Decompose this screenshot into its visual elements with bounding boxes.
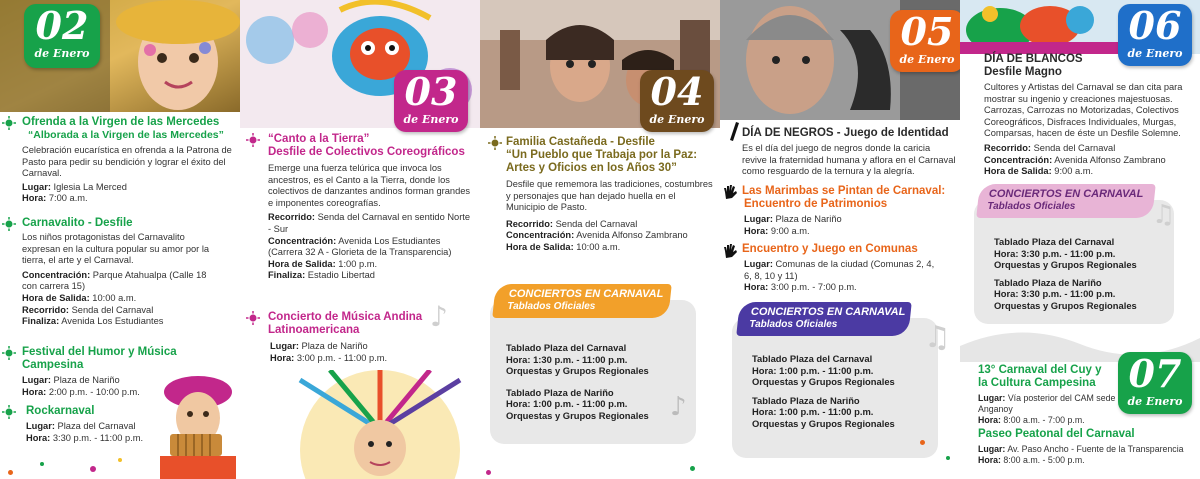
tablado-performers: Orquestas y Grupos Regionales — [752, 417, 895, 429]
banner-subtitle: Tablados Oficiales — [987, 201, 1076, 212]
hora-label: Hora: — [22, 193, 47, 204]
event-title-blancos: DÍA DE BLANCOS — [984, 53, 1083, 65]
tablado-hora: Hora: 1:30 p.m. - 11:00 p.m. — [506, 353, 628, 365]
tablado-performers: Orquestas y Grupos Regionales — [994, 299, 1137, 311]
event-subtitle-cuy: la Cultura Campesina — [978, 377, 1096, 389]
panel-january-06-07 — [960, 0, 1200, 479]
hora-value: 10:00 a.m. — [573, 241, 621, 252]
event-subtitle-canto: Desfile de Colectivos Coreográficos — [268, 146, 465, 158]
date-number: 06 — [1128, 3, 1182, 48]
date-month: de Enero — [34, 47, 90, 60]
lugar-label: Lugar: — [26, 421, 55, 431]
event-desc-castaneda: Desfile que rememora las tradiciones, costumbres y personajes que han dejado huella en el Municipio de Pasto. — [506, 179, 713, 213]
lugar-value: Plaza del Carnaval — [54, 421, 136, 431]
banner-title: CONCIERTOS EN CARNAVAL — [750, 306, 906, 318]
hora-value: 1:00 p.m. — [335, 258, 378, 269]
pan-flute-child-photo — [150, 368, 240, 479]
lugar-value: Av. Paso Ancho - Fuente de la Transparencia — [1005, 444, 1184, 454]
sun-icon — [2, 217, 16, 231]
event-desc-carnavalito: Los niños protagonistas del Carnavalito expresan en la cultura popular su amor por la tierra, el arte y el Carnaval. — [22, 232, 210, 266]
music-note-icon: ♪ — [430, 300, 448, 333]
hora-value: 8:00 a.m. - 5:00 p.m. — [1000, 454, 1085, 465]
event-subtitle-andina: Latinoamericana — [268, 324, 360, 336]
tablado-hora: Hora: 3:30 p.m. - 11:00 p.m. — [994, 247, 1116, 259]
finaliza-value: Avenida Los Estudiantes — [59, 316, 164, 327]
event-title-cuy: 13° Carnaval del Cuy y — [978, 364, 1102, 376]
lugar-label: Lugar: — [978, 393, 1006, 403]
event-title-canto: “Canto a la Tierra” — [268, 133, 370, 145]
lugar-label: Lugar: — [978, 444, 1006, 454]
date-month: de Enero — [899, 53, 955, 66]
hora-label: Hora: — [26, 432, 51, 443]
event-subtitle-blancos: Desfile Magno — [984, 66, 1062, 78]
hora-value: 3:00 p.m. - 11:00 p.m. — [294, 352, 388, 363]
concentracion-label: Concentración: — [984, 154, 1053, 165]
event-title-rockarnaval: Rockarnaval — [26, 405, 95, 417]
lugar-label: Lugar: — [22, 375, 51, 385]
date-number: 03 — [404, 69, 458, 114]
date-month: de Enero — [1127, 47, 1183, 60]
lugar-value: Plaza de Nariño — [772, 214, 842, 224]
lugar-value: Comunas de la ciudad (Comunas 2, 4, 6, 8, 10 y 11) — [744, 259, 935, 281]
hora-value: 9:00 a.m. — [1051, 166, 1094, 177]
lugar-value: Plaza de Nariño — [50, 375, 120, 385]
hora-label: Hora: — [22, 386, 47, 397]
hora-value: 7:00 a.m. — [46, 193, 88, 204]
concentracion-value: Avenida Alfonso Zambrano — [574, 230, 688, 241]
event-title-paseo: Paseo Peatonal del Carnaval — [978, 428, 1135, 440]
sun-icon — [2, 405, 16, 419]
date-badge-07 — [1118, 352, 1192, 414]
lugar-value: Plaza de Nariño — [298, 341, 368, 351]
concentracion-label: Concentración: — [506, 230, 575, 241]
tablado-name: Tablado Plaza de Nariño — [994, 276, 1102, 288]
recorrido-label: Recorrido: — [506, 218, 554, 229]
event-title-marimbas: Las Marimbas se Pintan de Carnaval: — [742, 185, 946, 197]
finaliza-label: Finaliza: — [268, 270, 306, 281]
recorrido-value: Senda del Carnaval — [69, 304, 154, 315]
tablado-name: Tablado Plaza de Nariño — [752, 394, 860, 406]
tablado-name: Tablado Plaza del Carnaval — [752, 353, 873, 364]
finaliza-value: Estadio Libertad — [305, 270, 375, 281]
recorrido-label: Recorrido: — [22, 304, 70, 315]
salida-label: Hora de Salida: — [22, 292, 90, 303]
event-desc-negros: Es el día del juego de negros donde la caricia revive la fraternidad humana y aflora en el Carnaval como resguardo de la ternura y la alegría. — [742, 143, 956, 177]
event-title-humor: Festival del Humor y Música Campesina — [22, 346, 177, 371]
tablado-hora: Hora: 3:30 p.m. - 11:00 p.m. — [994, 288, 1116, 300]
hora-value: 9:00 a.m. — [768, 225, 810, 236]
event-title-comunas: Encuentro y Juego en Comunas — [742, 243, 918, 255]
lugar-value: Vía posterior del CAM sede Anganoy — [978, 393, 1116, 414]
hora-label: Hora: — [744, 225, 769, 236]
tablado-performers: Orquestas y Grupos Regionales — [506, 365, 649, 377]
tablado-name: Tablado Plaza de Nariño — [506, 386, 614, 398]
hora-value: 3:00 p.m. - 7:00 p.m. — [768, 282, 857, 293]
date-month: de Enero — [1127, 395, 1183, 408]
recorrido-label: Recorrido: — [268, 212, 316, 223]
hora-label: Hora de Salida: — [984, 166, 1052, 177]
hora-label: Hora: — [270, 352, 295, 363]
date-number: 07 — [1128, 351, 1182, 396]
lugar-value: Iglesia La Merced — [50, 181, 127, 192]
tablado-performers: Orquestas y Grupos Regionales — [994, 259, 1137, 271]
music-note-icon: ♪ — [670, 392, 687, 422]
panel-january-02 — [0, 0, 240, 479]
banner-subtitle: Tablados Oficiales — [507, 301, 596, 312]
date-badge-03 — [394, 70, 468, 132]
hand-print-icon — [722, 184, 738, 200]
hora-label: Hora: — [978, 414, 1001, 425]
tablado-hora: Hora: 1:00 p.m. - 11:00 p.m. — [752, 406, 874, 418]
recorrido-label: Recorrido: — [984, 142, 1032, 153]
hora-value: 3:30 p.m. - 11:00 p.m. — [50, 432, 144, 443]
conciertos-banner — [736, 302, 912, 336]
lugar-label: Lugar: — [22, 181, 51, 192]
conciertos-banner — [976, 184, 1156, 218]
concentracion-label: Concentración: — [22, 269, 91, 280]
lugar-label: Lugar: — [744, 214, 773, 224]
hand-print-icon — [722, 243, 738, 259]
paint-stroke-icon — [728, 120, 740, 142]
date-month: de Enero — [649, 113, 705, 126]
hora-value: 8:00 a.m. - 7:00 p.m. — [1000, 414, 1085, 425]
lugar-label: Lugar: — [744, 259, 773, 269]
music-note-icon: ♫ — [924, 320, 951, 355]
hora-label: Hora de Salida: — [506, 241, 574, 252]
concentracion-value: Parque Atahualpa (Calle 18 con carrera 15) — [22, 269, 207, 292]
tablado-hora: Hora: 1:00 p.m. - 11:00 p.m. — [752, 364, 874, 376]
event-title-andina: Concierto de Música Andina — [268, 311, 423, 323]
banner-subtitle: Tablados Oficiales — [749, 319, 838, 330]
event-title-castaneda: Familia Castañeda - Desfile — [506, 136, 655, 148]
date-number: 02 — [35, 3, 89, 48]
concentracion-value: Avenida Alfonso Zambrano — [1052, 154, 1166, 165]
date-number: 05 — [900, 9, 954, 54]
hora-value: 2:00 p.m. - 10:00 p.m. — [46, 386, 140, 397]
tablado-name: Tablado Plaza del Carnaval — [994, 236, 1115, 247]
tablado-performers: Orquestas y Grupos Regionales — [752, 376, 895, 388]
date-number: 04 — [650, 69, 704, 114]
event-title-ofrenda: Ofrenda a la Virgen de las Mercedes — [22, 116, 220, 128]
banner-title: CONCIERTOS EN CARNAVAL — [988, 188, 1144, 200]
headdress-dancer-photo — [280, 370, 480, 479]
recorrido-value: Senda del Carnaval en sentido Norte - Sur — [268, 212, 471, 234]
concentracion-value: Avenida Los Estudiantes (Carrera 32 A - Glorieta de la Transparencia) — [268, 235, 452, 258]
tablado-name: Tablado Plaza del Carnaval — [506, 342, 627, 353]
finaliza-label: Finaliza: — [22, 316, 60, 327]
tablado-hora: Hora: 1:00 p.m. - 11:00 p.m. — [506, 398, 628, 410]
event-desc-canto: Emerge una fuerza telúrica que invoca los ancestros, es el Canto a la Tierra, donde los colectivos de danzantes andinos forman grandes e imponentes coreografías. — [268, 163, 471, 208]
event-subtitle-ofrenda: “Alborada a la Virgen de las Mercedes” — [28, 129, 224, 141]
date-badge-04 — [640, 70, 714, 132]
event-subtitle-marimbas: Encuentro de Patrimonios — [744, 198, 888, 210]
event-title-carnavalito: Carnavalito - Desfile — [22, 217, 133, 229]
recorrido-value: Senda del Carnaval — [553, 218, 638, 229]
tablado-performers: Orquestas y Grupos Regionales — [506, 409, 649, 421]
music-note-icon: ♫ — [1152, 200, 1176, 230]
concentracion-label: Concentración: — [268, 235, 337, 246]
conciertos-banner — [492, 284, 672, 318]
lugar-label: Lugar: — [270, 341, 299, 351]
date-month: de Enero — [403, 113, 459, 126]
sun-icon — [246, 311, 260, 325]
event-desc-ofrenda: Celebración eucarística en ofrenda a la Patrona de Pasto para pedir su bendición y lograr el éxito del Carnaval. — [22, 145, 232, 179]
sun-icon — [2, 116, 16, 130]
sun-icon — [488, 136, 502, 150]
event-subtitle-castaneda-2: Artes y Oficios en los Años 30” — [506, 162, 677, 174]
date-badge-05 — [890, 10, 960, 72]
panel-january-04 — [480, 0, 720, 479]
event-title-negros: DÍA DE NEGROS - Juego de Identidad — [742, 127, 949, 139]
hora-label: Hora: — [744, 282, 769, 293]
event-desc-blancos: Cultores y Artistas del Carnaval se dan cita para mostrar su ingenio y creaciones majestuosas. Carrozas, Carrozas no Motorizadas, Colectivos Coreográficos, Disfraces Individuales, Murgas, Comparsas, hacen de éste un Desfile Solemne. — [984, 82, 1183, 139]
sun-icon — [246, 133, 260, 147]
panel-january-03 — [240, 0, 480, 479]
hora-label: Hora de Salida: — [268, 258, 336, 269]
date-badge-02 — [24, 4, 100, 68]
banner-title: CONCIERTOS EN CARNAVAL — [508, 288, 664, 300]
panel-january-05 — [720, 0, 960, 479]
hora-label: Hora: — [978, 454, 1001, 465]
recorrido-value: Senda del Carnaval — [1031, 142, 1116, 153]
salida-value: 10:00 a.m. — [89, 292, 137, 303]
sun-icon — [2, 346, 16, 360]
event-subtitle-castaneda-1: “Un Pueblo que Trabaja por la Paz: — [506, 149, 698, 161]
